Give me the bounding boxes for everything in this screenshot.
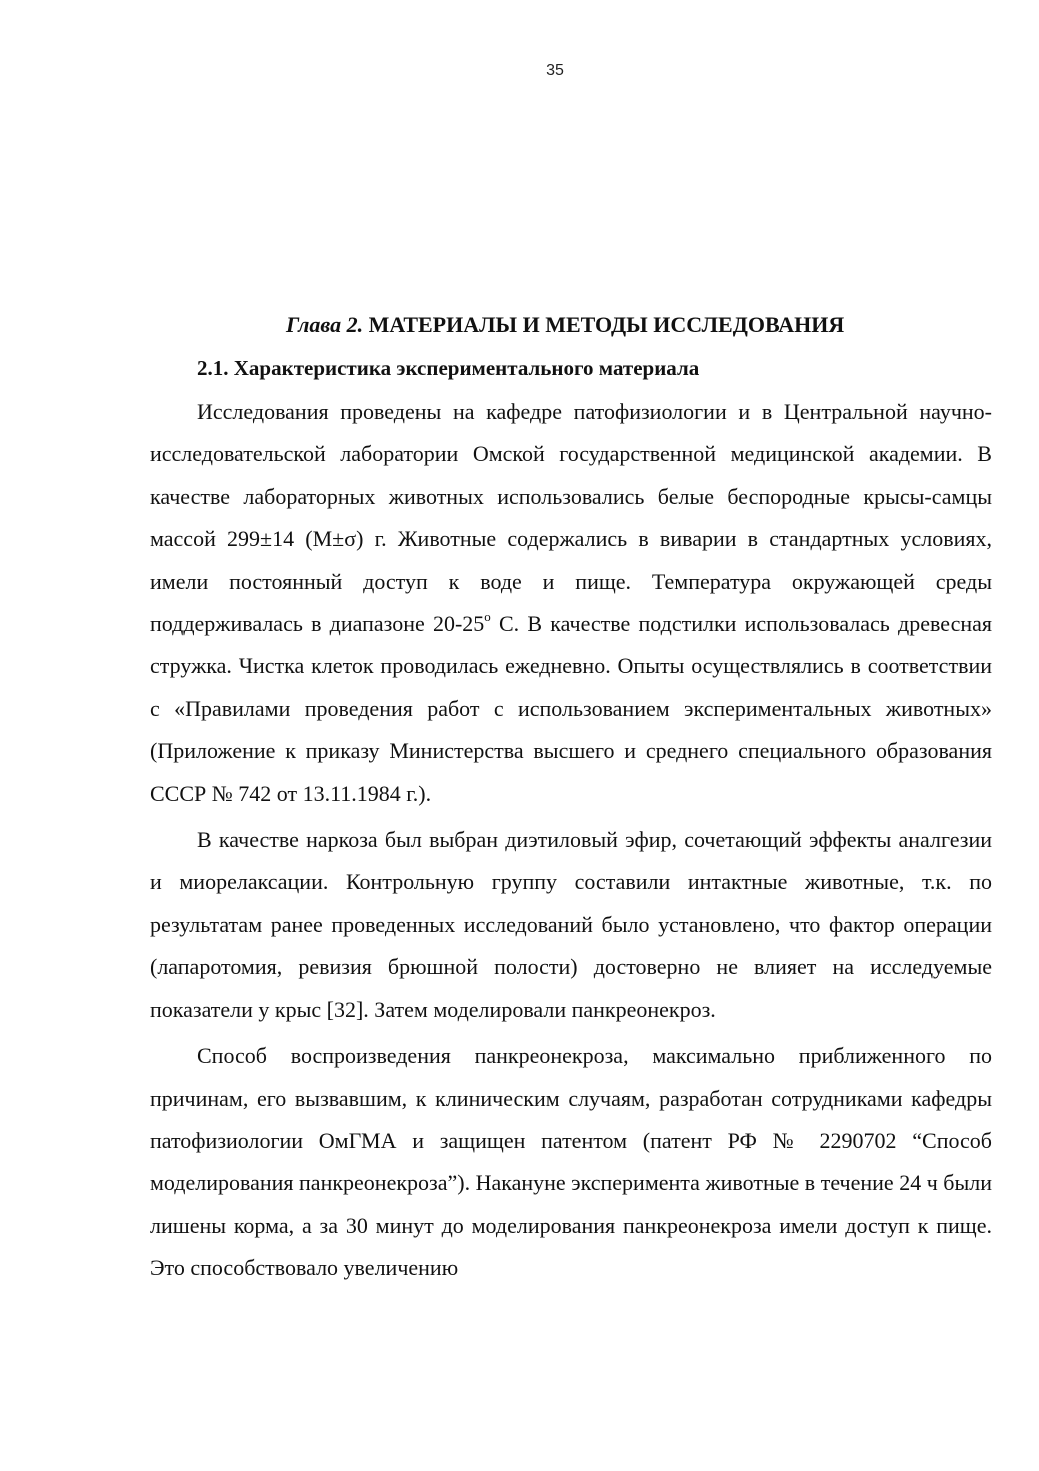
page-number: 35 xyxy=(546,62,564,79)
chapter-title: МАТЕРИАЛЫ И МЕТОДЫ ИССЛЕДОВАНИЯ xyxy=(368,312,845,337)
paragraph-1-text-b: С. В качестве подстилки использовалась древесная стружка. Чистка клеток проводилась ежедневно. Опыты осуществлялись в соответствии с «Правилами проведения работ с использованием экспериментальных животных» (Приложение к приказу Министерства высшего и среднего специального образования СССР № 742 от 13.11.1984 г.). xyxy=(150,611,993,806)
paragraph-1 xyxy=(150,391,992,815)
chapter-label: Глава 2. xyxy=(286,312,364,337)
paragraph-3: Способ воспроизведения панкреонекроза, максимально приближенного по причинам, его вызвавшим, к клиническим случаям, разработан сотрудниками кафедры патофизиологии ОмГМА и защищен патентом (патент РФ № 2290702 “Способ моделирования панкреонекроза”). Накануне эксперимента животные в течение 24 ч были лишены корма, а за 30 минут до моделирования панкреонекроза имели доступ к пище. Это способствовало увеличению xyxy=(150,1043,992,1281)
chapter-heading xyxy=(150,312,992,338)
section-heading: 2.1. Характеристика экспериментального материала xyxy=(197,356,700,380)
body-text xyxy=(150,391,992,1290)
degree-superscript: o xyxy=(484,608,491,624)
paragraph-1-text-a: Исследования проведены на кафедре патофизиологии и в Центральной научно-исследовательской лаборатории Омской государственной медицинской академии. В качестве лабораторных животных использовались белые беспородные крысы-самцы массой 299±14 (M±σ) г. Животные содержались в виварии в стандартных условиях, имели постоянный доступ к воде и пище. Температура окружающей среды поддерживалась в диапазоне 20-25 xyxy=(150,399,992,637)
paragraph-2: В качестве наркоза был выбран диэтиловый эфир, сочетающий эффекты аналгезии и миорелаксации. Контрольную группу составили интактные животные, т.к. по результатам ранее проведенных исследований было установлено, что фактор операции (лапаротомия, ревизия брюшной полости) достоверно не влияет на исследуемые показатели у крыс [32]. Затем моделировали панкреонекроз. xyxy=(150,827,992,1022)
